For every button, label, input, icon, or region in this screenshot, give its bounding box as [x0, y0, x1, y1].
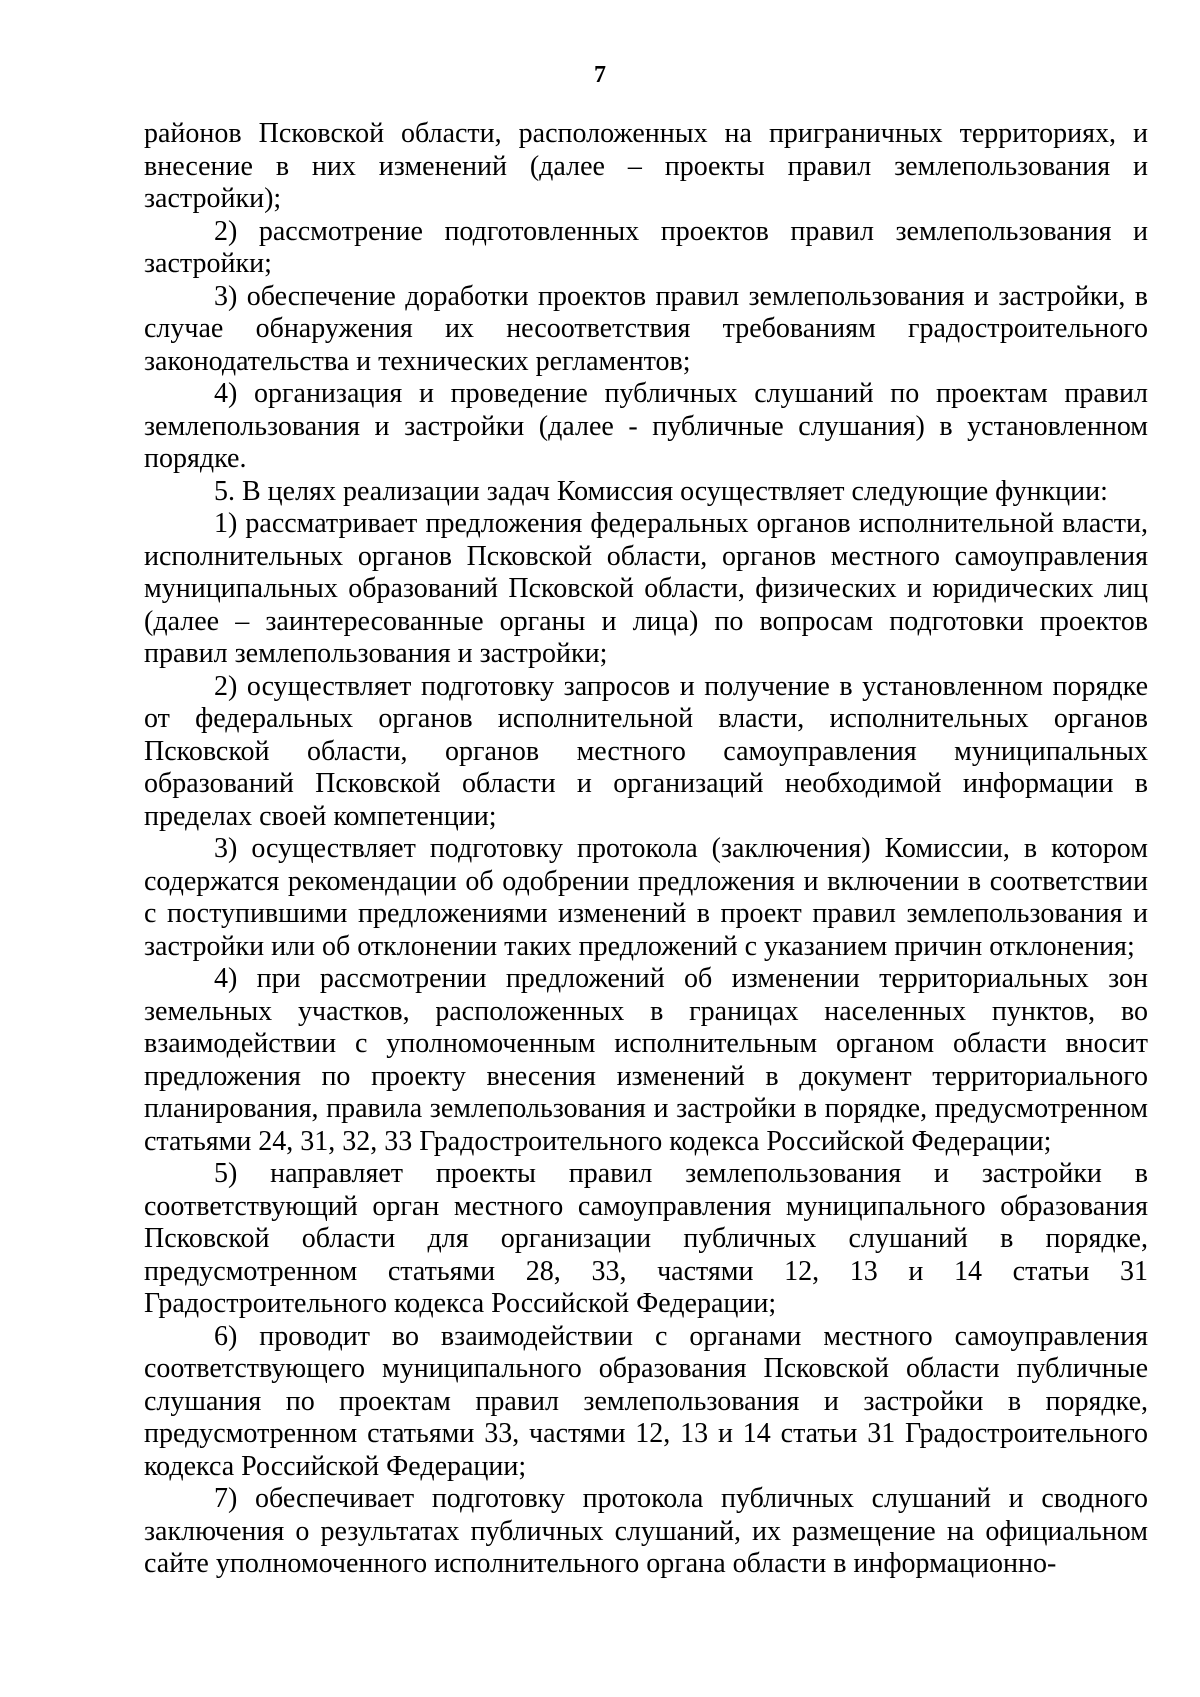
paragraph-continuation: районов Псковской области, расположенных на приграничных территориях, и внесение в них изменений (далее – проекты правил землепользования и застройки);	[144, 118, 1148, 214]
paragraph-function-2: 2) осуществляет подготовку запросов и получение в установленном порядке от федеральных органов исполнительной власти, исполнительных органов Псковской области, органов местного самоуправления муниципальных образований Псковской области и организаций необходимой информации в пределах своей компетенции;	[144, 670, 1148, 832]
paragraph-item-3-revision: 3) обеспечение доработки проектов правил землепользования и застройки, в случае обнаружения их несоответствия требованиям градостроительного законодательства и технических регламентов;	[144, 280, 1148, 377]
paragraph-function-4: 4) при рассмотрении предложений об изменении территориальных зон земельных участков, расположенных в границах населенных пунктов, во взаимодействии с уполномоченным исполнительным органом области вносит предложения по проекту внесения изменений в документ территориального планирования, правила землепользования и застройки в порядке, предусмотренном статьями 24, 31, 32, 33 Градостроительного кодекса Российской Федерации;	[144, 963, 1148, 1157]
paragraph-function-1: 1) рассматривает предложения федеральных органов исполнительной власти, исполнительных органов Псковской области, органов местного самоуправления муниципальных образований Псковской области, физических и юридических лиц (далее – заинтересованные органы и лица) по вопросам подготовки проектов правил землепользования и застройки;	[144, 508, 1148, 669]
page-number: 7	[594, 62, 606, 88]
paragraph-section-5-functions: 5. В целях реализации задач Комиссия осуществляет следующие функции:	[214, 475, 1108, 507]
paragraph-function-5: 5) направляет проекты правил землепользования и застройки в соответствующий орган местного самоуправления муниципального образования Псковской области для организации публичных слушаний в порядке, предусмотренном статьями 28, 33, частями 12, 13 и 14 статьи 31 Градостроительного кодекса Российской Федерации;	[144, 1158, 1148, 1319]
paragraph-function-7: 7) обеспечивает подготовку протокола публичных слушаний и сводного заключения о результатах публичных слушаний, их размещение на официальном сайте уполномоченного исполнительного органа области в информационно-	[144, 1483, 1148, 1579]
paragraph-item-4-public-hearings: 4) организация и проведение публичных слушаний по проектам правил землепользования и застройки (далее - публичные слушания) в установленном порядке.	[144, 378, 1148, 474]
paragraph-function-6: 6) проводит во взаимодействии с органами местного самоуправления соответствующего муниципального образования Псковской области публичные слушания по проектам правил землепользования и застройки в порядке, предусмотренном статьями 33, частями 12, 13 и 14 статьи 31 Градостроительного кодекса Российской Федерации;	[144, 1320, 1148, 1482]
paragraph-item-2-review: 2) рассмотрение подготовленных проектов правил землепользования и застройки;	[144, 215, 1148, 279]
paragraph-function-3: 3) осуществляет подготовку протокола (заключения) Комиссии, в котором содержатся рекомендации об одобрении предложения и включении в соответствии с поступившими предложениями изменений в проект правил землепользования и застройки или об отклонении таких предложений с указанием причин отклонения;	[144, 833, 1148, 962]
document-body	[144, 118, 1148, 1581]
